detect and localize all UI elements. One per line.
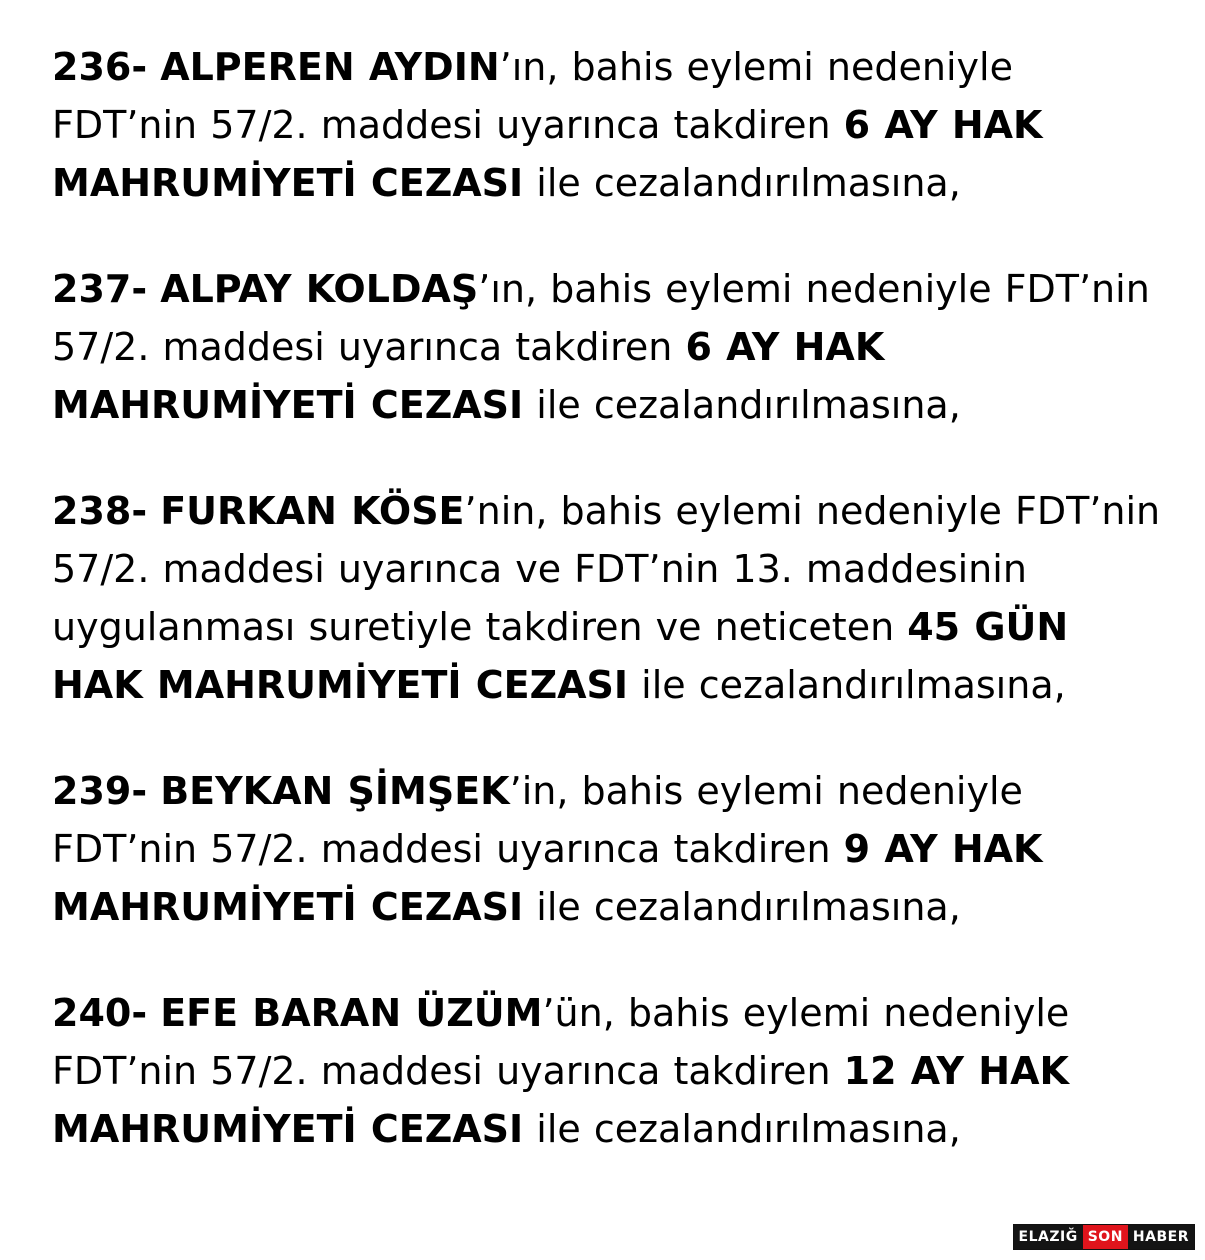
person-name: BEYKAN ŞİMŞEK <box>160 769 510 813</box>
ruling-tail: ile cezalandırılmasına, <box>523 161 961 205</box>
ruling-tail: ile cezalandırılmasına, <box>628 663 1066 707</box>
ruling-tail: ile cezalandırılmasına, <box>523 1107 961 1151</box>
ruling-entry-239 <box>52 762 1162 936</box>
penalty-text: 6 AY HAK MAHRUMİYETİ CEZASI <box>52 325 885 427</box>
ruling-text: ’in, bahis eylemi nedeniyle FDT’nin 57/2. maddesi uyarınca takdiren <box>52 769 1023 871</box>
ruling-entry-237 <box>52 260 1162 434</box>
person-name: EFE BARAN ÜZÜM <box>160 991 543 1035</box>
ruling-text: ’nin, bahis eylemi nedeniyle FDT’nin 57/2. maddesi uyarınca ve FDT’nin 13. maddesinin uygulanması suretiyle takdiren ve neticeten <box>52 489 1161 649</box>
entry-number: 237- <box>52 267 148 311</box>
ruling-tail: ile cezalandırılmasına, <box>523 383 961 427</box>
entry-number: 240- <box>52 991 148 1035</box>
entry-number: 236- <box>52 45 148 89</box>
watermark-elazig: ELAZIĞ <box>1014 1225 1083 1249</box>
penalty-text: 9 AY HAK MAHRUMİYETİ CEZASI <box>52 827 1043 929</box>
ruling-entry-238 <box>52 482 1162 714</box>
ruling-text: ’ın, bahis eylemi nedeniyle FDT’nin 57/2. maddesi uyarınca takdiren <box>52 267 1150 369</box>
ruling-text: ’ün, bahis eylemi nedeniyle FDT’nin 57/2. maddesi uyarınca takdiren <box>52 991 1070 1093</box>
person-name: ALPAY KOLDAŞ <box>160 267 479 311</box>
ruling-text: ’ın, bahis eylemi nedeniyle FDT’nin 57/2. maddesi uyarınca takdiren <box>52 45 1013 147</box>
penalty-text: 45 GÜN HAK MAHRUMİYETİ CEZASI <box>52 605 1069 707</box>
ruling-entry-236 <box>52 38 1162 212</box>
news-watermark-logo <box>1013 1224 1195 1250</box>
ruling-entry-240 <box>52 984 1162 1158</box>
watermark-haber: HABER <box>1128 1225 1194 1249</box>
document-body <box>52 38 1162 1206</box>
watermark-son: SON <box>1083 1225 1128 1249</box>
penalty-text: 12 AY HAK MAHRUMİYETİ CEZASI <box>52 1049 1069 1151</box>
entry-number: 239- <box>52 769 148 813</box>
person-name: ALPEREN AYDIN <box>160 45 500 89</box>
entry-number: 238- <box>52 489 148 533</box>
penalty-text: 6 AY HAK MAHRUMİYETİ CEZASI <box>52 103 1043 205</box>
ruling-tail: ile cezalandırılmasına, <box>523 885 961 929</box>
person-name: FURKAN KÖSE <box>160 489 465 533</box>
